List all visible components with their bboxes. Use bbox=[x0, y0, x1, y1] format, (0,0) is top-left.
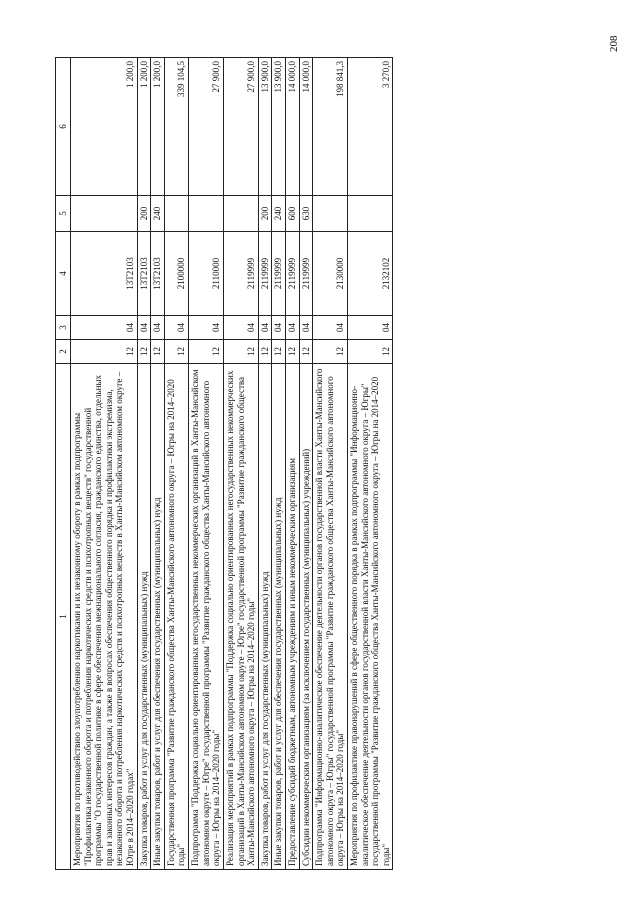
row-target-article-cell: 2119999 bbox=[272, 232, 286, 316]
row-target-article-cell: 2119999 bbox=[258, 232, 272, 316]
row-target-article-cell: 2110000 bbox=[189, 232, 224, 316]
row-target-article-cell: 2132102 bbox=[348, 232, 393, 316]
table-row bbox=[189, 58, 224, 870]
table-row bbox=[299, 58, 313, 870]
row-section-cell: 12 bbox=[313, 340, 348, 364]
row-amount-cell: 14 000,0 bbox=[285, 58, 299, 196]
table-row bbox=[164, 58, 188, 870]
row-section-cell: 12 bbox=[348, 340, 393, 364]
row-subsection-cell: 04 bbox=[189, 316, 224, 340]
row-section-cell: 12 bbox=[299, 340, 313, 364]
page-number: 208 bbox=[608, 35, 620, 52]
row-expense-type-cell: 200 bbox=[258, 196, 272, 232]
row-name-cell: Подпрограмма "Информационно-аналитическое обеспечение деятельности органов государственной власти Ханты-Мансийского автономного округа – Югры" государственной программы "Развитие гражданского общества Ханты-Мансийского автономного округа – Югры на 2014–2020 годы" bbox=[313, 364, 348, 870]
row-name-cell: Иные закупки товаров, работ и услуг для обеспечения государственных (муниципальных) нужд bbox=[272, 364, 286, 870]
row-amount-cell: 1 200,0 bbox=[71, 58, 138, 196]
row-amount-cell: 14 000,0 bbox=[299, 58, 313, 196]
row-subsection-cell: 04 bbox=[285, 316, 299, 340]
row-subsection-cell: 04 bbox=[348, 316, 393, 340]
row-subsection-cell: 04 bbox=[71, 316, 138, 340]
row-section-cell: 12 bbox=[272, 340, 286, 364]
budget-table-body bbox=[56, 58, 393, 870]
row-subsection-cell: 04 bbox=[313, 316, 348, 340]
row-expense-type-cell: 600 bbox=[285, 196, 299, 232]
column-header-5: 5 bbox=[56, 196, 71, 232]
row-target-article-cell: 2119999 bbox=[223, 232, 258, 316]
row-amount-cell: 27 900,0 bbox=[189, 58, 224, 196]
row-subsection-cell: 04 bbox=[258, 316, 272, 340]
row-name-cell: Закупка товаров, работ и услуг для государственных (муниципальных) нужд bbox=[258, 364, 272, 870]
row-amount-cell: 27 900,0 bbox=[223, 58, 258, 196]
row-section-cell: 12 bbox=[164, 340, 188, 364]
row-section-cell: 12 bbox=[151, 340, 165, 364]
table-row bbox=[285, 58, 299, 870]
header-row bbox=[56, 58, 71, 870]
row-amount-cell: 1 200,0 bbox=[137, 58, 151, 196]
row-target-article-cell: 2100000 bbox=[164, 232, 188, 316]
row-expense-type-cell: 200 bbox=[137, 196, 151, 232]
row-name-cell: Государственная программа "Развитие гражданского общества Ханты-Мансийского автономного округа – Югры на 2014–2020 годы" bbox=[164, 364, 188, 870]
column-header-4: 4 bbox=[56, 232, 71, 316]
row-expense-type-cell: 240 bbox=[272, 196, 286, 232]
row-expense-type-cell bbox=[313, 196, 348, 232]
table-row bbox=[258, 58, 272, 870]
row-subsection-cell: 04 bbox=[137, 316, 151, 340]
rotated-page-content bbox=[55, 58, 575, 870]
column-header-2: 2 bbox=[56, 340, 71, 364]
row-subsection-cell: 04 bbox=[151, 316, 165, 340]
row-expense-type-cell bbox=[189, 196, 224, 232]
column-header-6: 6 bbox=[56, 58, 71, 196]
row-amount-cell: 13 900,0 bbox=[272, 58, 286, 196]
row-name-cell: Предоставление субсидий бюджетным, автономным учреждениям и иным некоммерческим организациям bbox=[285, 364, 299, 870]
table-row bbox=[223, 58, 258, 870]
table-row bbox=[71, 58, 138, 870]
row-expense-type-cell bbox=[348, 196, 393, 232]
row-section-cell: 12 bbox=[285, 340, 299, 364]
row-section-cell: 12 bbox=[189, 340, 224, 364]
row-name-cell: Закупка товаров, работ и услуг для государственных (муниципальных) нужд bbox=[137, 364, 151, 870]
row-amount-cell: 339 104,5 bbox=[164, 58, 188, 196]
row-target-article-cell: 13Т2103 bbox=[151, 232, 165, 316]
column-header-3: 3 bbox=[56, 316, 71, 340]
row-amount-cell: 3 270,0 bbox=[348, 58, 393, 196]
row-subsection-cell: 04 bbox=[164, 316, 188, 340]
row-subsection-cell: 04 bbox=[299, 316, 313, 340]
row-target-article-cell: 2119999 bbox=[299, 232, 313, 316]
row-expense-type-cell: 240 bbox=[151, 196, 165, 232]
row-name-cell: Мероприятия по профилактике правонарушений в сфере общественного порядка в рамках подпрограммы "Информационно-аналитическое обеспечение деятельности органов государственной власти Ханты-Мансийского автономного округа – Югры" государственной программы "Развитие гражданского общества Ханты-Мансийского автономного округа – Югры на 2014–2020 годы" bbox=[348, 364, 393, 870]
budget-table bbox=[55, 57, 393, 870]
table-row bbox=[272, 58, 286, 870]
table-row bbox=[313, 58, 348, 870]
row-expense-type-cell bbox=[164, 196, 188, 232]
row-expense-type-cell bbox=[223, 196, 258, 232]
table-row bbox=[348, 58, 393, 870]
row-target-article-cell: 13Т2103 bbox=[137, 232, 151, 316]
table-row bbox=[137, 58, 151, 870]
row-name-cell: Субсидии некоммерческим организациям (за исключением государственных (муниципальных) учреждений) bbox=[299, 364, 313, 870]
row-expense-type-cell: 630 bbox=[299, 196, 313, 232]
row-subsection-cell: 04 bbox=[272, 316, 286, 340]
row-section-cell: 12 bbox=[223, 340, 258, 364]
row-name-cell: Мероприятия по противодействию злоупотреблению наркотиками и их незаконному обороту в рамках подпрограммы "Профилактика незаконного оборота и потребления наркотических средств и психотропных веществ" государственной программы "О государственной политике в сфере обеспечения межнационального согласия, гражданского единства, отдельных прав и законных интересов граждан, а также в вопросах обеспечения общественного порядка и профилактики экстремизма, незаконного оборота и потребления наркотических средств и психотропных веществ в Ханты-Мансийском автономном округе – Югре в 2014–2020 годах" bbox=[71, 364, 138, 870]
row-section-cell: 12 bbox=[258, 340, 272, 364]
column-header-1: 1 bbox=[56, 364, 71, 870]
row-target-article-cell: 2130000 bbox=[313, 232, 348, 316]
row-subsection-cell: 04 bbox=[223, 316, 258, 340]
row-name-cell: Реализация мероприятий в рамках подпрограммы "Поддержка социально ориентированных негосударственных некоммерческих организаций в Ханты-Мансийском автономном округе – Югре" государственной программы "Развитие гражданского общества Ханты-Мансийского автономного округа – Югры на 2014–2020 годы" bbox=[223, 364, 258, 870]
row-section-cell: 12 bbox=[71, 340, 138, 364]
table-row bbox=[151, 58, 165, 870]
row-name-cell: Иные закупки товаров, работ и услуг для обеспечения государственных (муниципальных) нужд bbox=[151, 364, 165, 870]
row-name-cell: Подпрограмма "Поддержка социально ориентированных негосударственных некоммерческих организаций в Ханты-Мансийском автономном округе – Югре" государственной программы "Развитие гражданского общества Ханты-Мансийского автономного округа – Югры на 2014–2020 годы" bbox=[189, 364, 224, 870]
row-section-cell: 12 bbox=[137, 340, 151, 364]
row-amount-cell: 13 900,0 bbox=[258, 58, 272, 196]
row-amount-cell: 1 200,0 bbox=[151, 58, 165, 196]
row-amount-cell: 198 841,3 bbox=[313, 58, 348, 196]
row-target-article-cell: 2119999 bbox=[285, 232, 299, 316]
row-target-article-cell: 13Т2103 bbox=[71, 232, 138, 316]
row-expense-type-cell bbox=[71, 196, 138, 232]
